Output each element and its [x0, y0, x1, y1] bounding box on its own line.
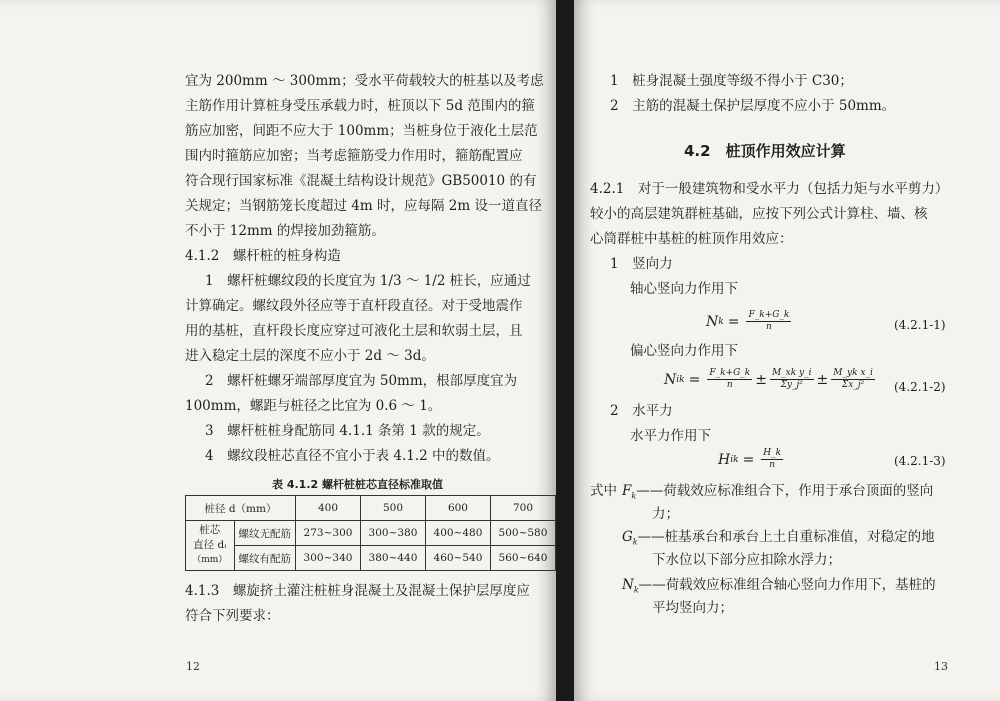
- table-cell: 300~380: [360, 521, 425, 546]
- list-item: 1 竖向力: [610, 256, 673, 272]
- body-line: 1 桩身混凝土强度等级不得小于 C30；: [610, 73, 853, 89]
- body-line: 宜为 200mm ～ 300mm；受水平荷载较大的桩基以及考虑: [185, 73, 544, 89]
- fraction-numerator: H_k: [763, 448, 782, 458]
- fraction-denominator: n: [766, 322, 772, 332]
- body-line: 轴心竖向力作用下: [630, 281, 738, 297]
- table-row-label: 螺纹无配筋: [234, 521, 296, 546]
- body-line: 不小于 12mm 的焊接加劲箍筋。: [185, 223, 385, 239]
- fraction-denominator: Σx_j²: [841, 380, 865, 390]
- body-line: 1 螺杆桩螺纹段的长度宜为 1/3 ～ 1/2 桩长，应通过: [205, 273, 531, 289]
- table-cell: 273~300: [296, 521, 361, 546]
- body-line: 围内时箍筋应加密；当考虑箍筋受力作用时，箍筋配置应: [185, 148, 523, 164]
- table-header-cell: 600: [425, 496, 490, 521]
- def-text: ——桩基承台和承台上土自重标准值，对稳定的地: [637, 529, 935, 545]
- table-cell: 560~640: [490, 546, 555, 571]
- page-number: 13: [934, 660, 948, 673]
- fraction-numerator: F_k+G_k: [709, 368, 751, 378]
- def-subscript: k: [633, 585, 639, 595]
- def-symbol: F: [622, 483, 632, 499]
- definition-line: [622, 528, 935, 552]
- def-subscript: k: [632, 537, 638, 547]
- body-line: 2 螺杆桩螺牙端部厚度宜为 50mm，根部厚度宜为: [205, 373, 518, 389]
- table-header-cell: 桩径 d（mm）: [186, 496, 296, 521]
- eq-subscript: k: [718, 316, 724, 327]
- table-group-label: [186, 521, 235, 571]
- eq-symbol: N: [706, 313, 719, 330]
- table-header-cell: 400: [296, 496, 361, 521]
- eq-subscript: ik: [730, 454, 739, 465]
- body-line: 4.1.3 螺旋挤土灌注桩桩身混凝土及混凝土保护层厚度应: [185, 583, 530, 599]
- equation-4-2-1-3: H ik = $\frac{H\_k}{n}$: [718, 448, 782, 470]
- table-header-cell: 500: [360, 496, 425, 521]
- body-line: 计算确定。螺纹段外径应等于直杆段直径。对于受地震作: [185, 298, 523, 314]
- body-line: 4.2.1 对于一般建筑物和受水平力（包括力矩与水平剪力）: [590, 181, 949, 197]
- body-line: 用的基桩，直杆段长度应穿过可液化土层和软弱土层，且: [185, 323, 523, 339]
- fraction-numerator: M_xk y_i: [771, 368, 812, 378]
- eq-subscript: ik: [676, 374, 685, 385]
- table-caption: 表 4.1.2 螺杆桩桩芯直径标准取值: [272, 478, 443, 491]
- fraction-denominator: n: [726, 380, 733, 390]
- page-number: 12: [186, 660, 200, 673]
- equation-4-2-1-1: N k = $\frac{F\_k+G\_k}{n}$: [706, 310, 790, 332]
- body-line: 4 螺纹段桩芯直径不宜小于表 4.1.2 中的数值。: [205, 448, 500, 464]
- definition-line: 力；: [652, 506, 679, 522]
- definition-line: 下水位以下部分应扣除水浮力；: [652, 552, 841, 568]
- equation-number: (4.2.1-1): [894, 318, 946, 332]
- fraction-denominator: Σy_j²: [780, 380, 803, 390]
- fraction: [746, 310, 791, 333]
- body-line: 2 主筋的混凝土保护层厚度不应小于 50mm。: [610, 98, 896, 114]
- definition-line: [622, 576, 936, 600]
- body-line: 较小的高层建筑群桩基础，应按下列公式计算柱、墙、核: [590, 206, 928, 222]
- list-item: 2 水平力: [610, 403, 673, 419]
- table-header-cell: 700: [490, 496, 555, 521]
- body-line: 主筋作用计算桩身受压承载力时，桩顶以下 5d 范围内的箍: [185, 98, 535, 114]
- right-page: [574, 0, 1000, 701]
- body-line: 心筒群桩中基桩的桩顶作用效应：: [590, 231, 793, 247]
- equation-4-2-1-2: N ik = $\frac{F\_k+G\_k}{n}$ ± $\frac{\text{M\_xk y\_i}}{\text{Σy\_j²}}$ ± $\frac{\text{M\_yk x\_i}}{\text{Σx\_j²}}$: [664, 368, 873, 390]
- group-label-line: （mm）: [192, 555, 228, 565]
- def-subscript: k: [631, 491, 637, 501]
- table-cell: 380~440: [360, 546, 425, 571]
- body-line: 3 螺杆桩桩身配筋同 4.1.1 条第 1 款的规定。: [205, 423, 490, 439]
- table-cell: 500~580: [490, 521, 555, 546]
- table-cell: 460~540: [425, 546, 490, 571]
- table-cell: 300~340: [296, 546, 361, 571]
- def-symbol: G: [622, 529, 633, 545]
- body-line: 水平力作用下: [630, 428, 711, 444]
- table-row: [186, 521, 556, 546]
- book-gutter: [556, 0, 574, 701]
- fraction: [770, 368, 814, 391]
- section-heading: 4.2 桩顶作用效应计算: [684, 142, 846, 160]
- def-text: ——荷载效应标准组合下，作用于承台顶面的竖向: [636, 483, 934, 499]
- fraction: [707, 368, 752, 391]
- equation-number: (4.2.1-2): [894, 380, 946, 394]
- body-line: 进入稳定土层的深度不应小于 2d ～ 3d。: [185, 348, 435, 364]
- fraction: [761, 448, 783, 471]
- fraction-denominator: n: [769, 460, 776, 470]
- group-label-line: 直径 dᵢ: [193, 539, 227, 551]
- def-symbol: N: [622, 577, 634, 593]
- eq-symbol: H: [718, 451, 731, 468]
- table-header-row: [186, 496, 556, 521]
- def-text: ——荷载效应标准组合轴心竖向力作用下，基桩的: [638, 577, 936, 593]
- fraction-numerator: F_k+G_k: [748, 310, 790, 320]
- body-line: 关规定；当钢筋笼长度超过 4m 时，应每隔 2m 设一道直径: [185, 198, 542, 214]
- body-line: 符合下列要求：: [185, 608, 280, 624]
- table-cell: 400~480: [425, 521, 490, 546]
- table-row-label: 螺纹有配筋: [234, 546, 296, 571]
- equation-number: (4.2.1-3): [894, 454, 946, 468]
- table-row: [186, 546, 556, 571]
- fraction: [831, 368, 875, 391]
- section-heading: 4.1.2 螺杆桩的桩身构造: [185, 248, 341, 264]
- group-label-line: 桩芯: [199, 524, 221, 536]
- eq-symbol: N: [664, 371, 677, 388]
- body-line: 偏心竖向力作用下: [630, 343, 738, 359]
- definition-line: [622, 482, 933, 506]
- where-label: 式中: [590, 483, 617, 499]
- body-line: 筋应加密，间距不应大于 100mm；当桩身位于液化土层范: [185, 123, 538, 139]
- pile-core-diameter-table: [185, 495, 556, 571]
- definition-line: 平均竖向力；: [652, 600, 733, 616]
- body-line: 符合现行国家标准《混凝土结构设计规范》GB50010 的有: [185, 173, 537, 189]
- body-line: 100mm，螺距与桩径之比宜为 0.6 ～ 1。: [185, 398, 442, 414]
- fraction-numerator: M_yk x_i: [833, 368, 873, 378]
